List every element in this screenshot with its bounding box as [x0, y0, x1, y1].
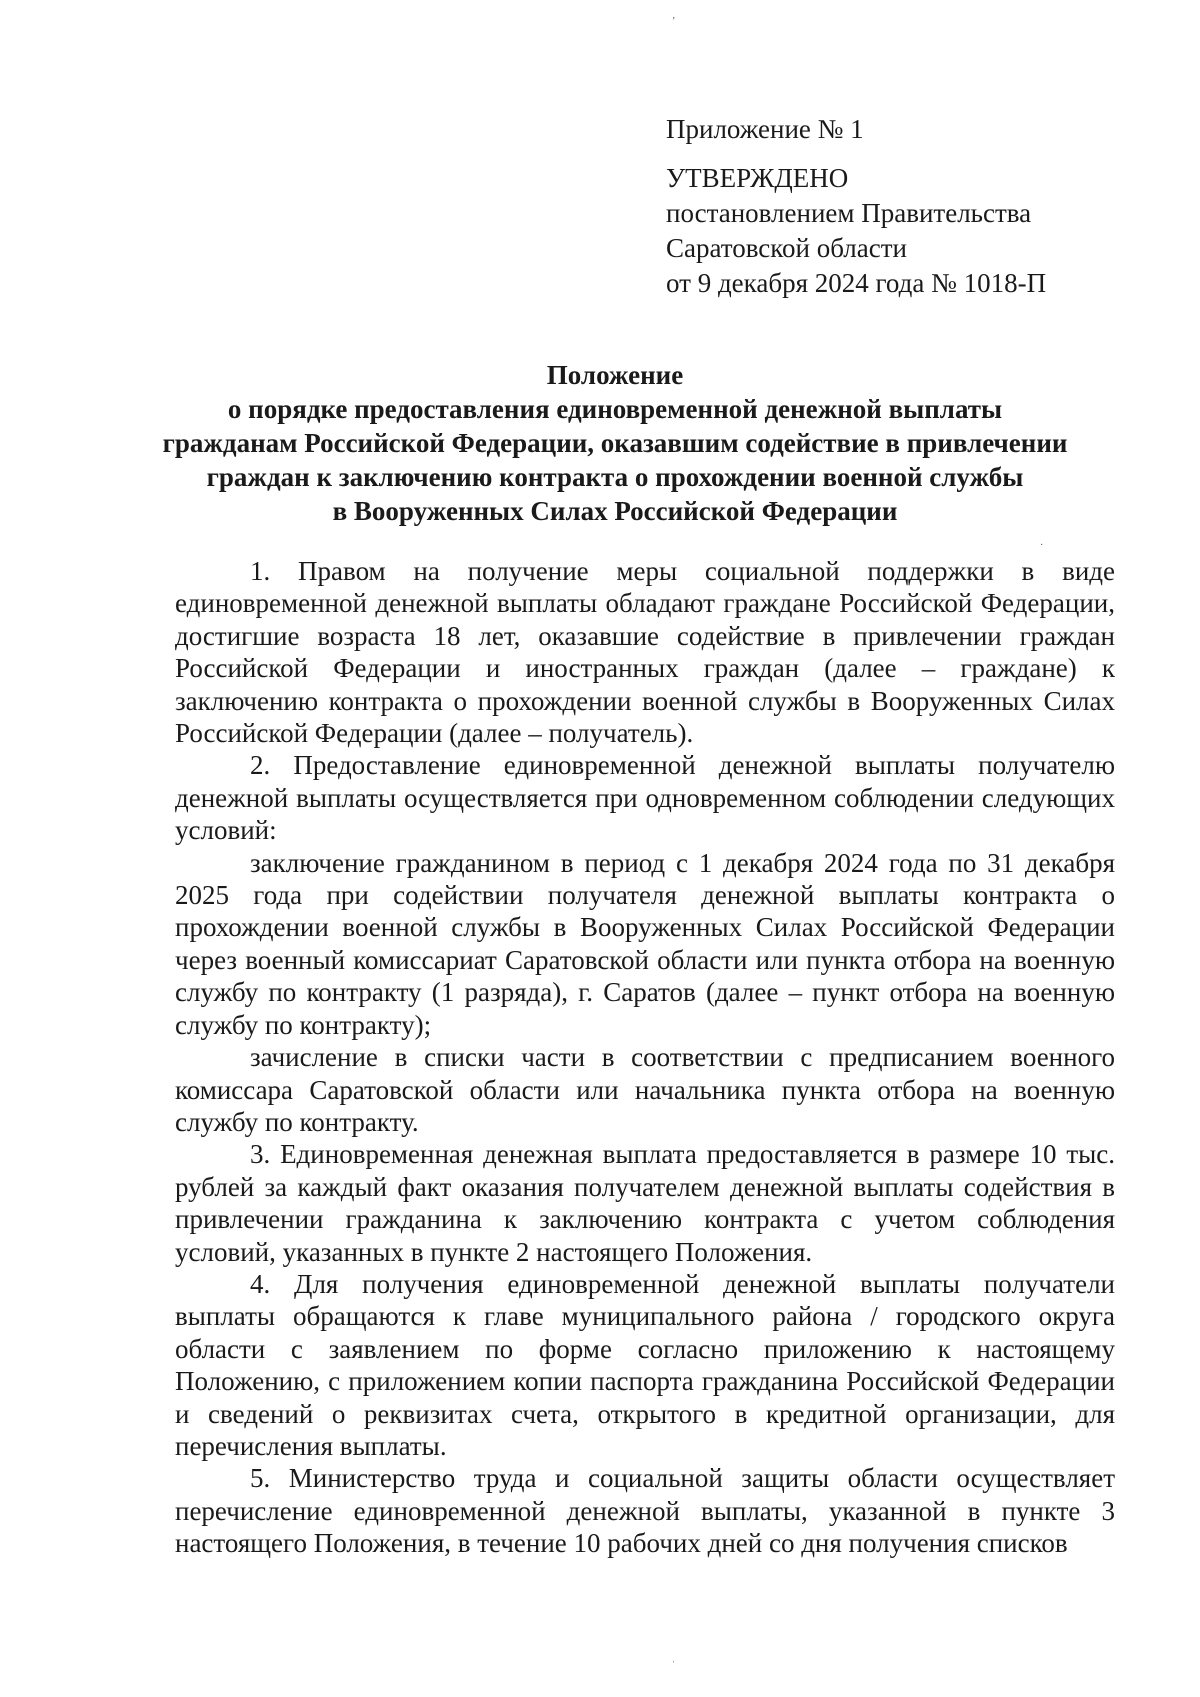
paragraph-4: 4. Для получения единовременной денежной выплаты получатели выплаты обращаются к главе муниципального района / городского округа области с заявлением по форме согласно приложению к настоящему Положению, с приложением копии паспорта гражданина Российской Федерации и сведений о реквизитах счета, открытого в кредитной организации, для перечисления выплаты.: [175, 1268, 1115, 1461]
title-line: гражданам Российской Федерации, оказавшим содействие в привлечении: [162, 428, 1068, 458]
title-line: в Вооруженных Силах Российской Федерации: [332, 496, 898, 526]
document-body: [175, 555, 1115, 1560]
paragraph-5: 5. Министерство труда и социальной защиты области осуществляет перечисление единовременной денежной выплаты, указанной в пункте 3 настоящего Положения, в течение 10 рабочих дней со дня получения списков: [175, 1463, 1115, 1559]
approval-line: от 9 декабря 2024 года № 1018-П: [666, 268, 1047, 298]
scan-speck: ˈ: [672, 1660, 676, 1671]
approval-line: Саратовской области: [666, 233, 907, 263]
approval-block: [666, 112, 1136, 301]
approved-stamp-text: УТВЕРЖДЕНО: [666, 163, 849, 193]
title-line: о порядке предоставления единовременной денежной выплаты: [227, 394, 1003, 424]
appendix-number: Приложение № 1: [666, 114, 864, 144]
document-title: [150, 358, 1080, 528]
scan-speck: ʼ: [672, 16, 676, 27]
title-line: граждан к заключению контракта о прохождении военной службы: [206, 462, 1024, 492]
paragraph-2-condition-2: зачисление в списки части в соответствии с предписанием военного комиссара Саратовской области или начальника пункта отбора на военную службу по контракту.: [175, 1042, 1115, 1137]
paragraph-1: 1. Правом на получение меры социальной поддержки в виде единовременной денежной выплаты обладают граждане Российской Федерации, достигшие возраста 18 лет, оказавшие содействие в привлечении граждан Российской Федерации и иностранных граждан (далее – граждане) к заключению контракта о прохождении военной службы в Вооруженных Силах Российской Федерации (далее – получатель).: [175, 556, 1115, 749]
paragraph-2-condition-1: заключение гражданином в период с 1 декабря 2024 года по 31 декабря 2025 года при содействии получателя денежной выплаты контракта о прохождении военной службы в Вооруженных Силах Российской Федерации через военный комиссариат Саратовской области или пункта отбора на военную службу по контракту (1 разряда), г. Саратов (далее – пункт отбора на военную службу по контракту);: [175, 847, 1115, 1040]
scan-speck: ·: [1040, 540, 1044, 551]
paragraph-2: 2. Предоставление единовременной денежной выплаты получателю денежной выплаты осуществляется при одновременном соблюдении следующих условий:: [175, 750, 1115, 846]
approval-line: постановлением Правительства: [666, 198, 1032, 228]
paragraph-3: 3. Единовременная денежная выплата предоставляется в размере 10 тыс. рублей за каждый факт оказания получателем денежной выплаты содействия в привлечении гражданина к заключению контракта с учетом соблюдения условий, указанных в пункте 2 настоящего Положения.: [175, 1139, 1115, 1267]
title-heading: Положение: [546, 360, 684, 390]
